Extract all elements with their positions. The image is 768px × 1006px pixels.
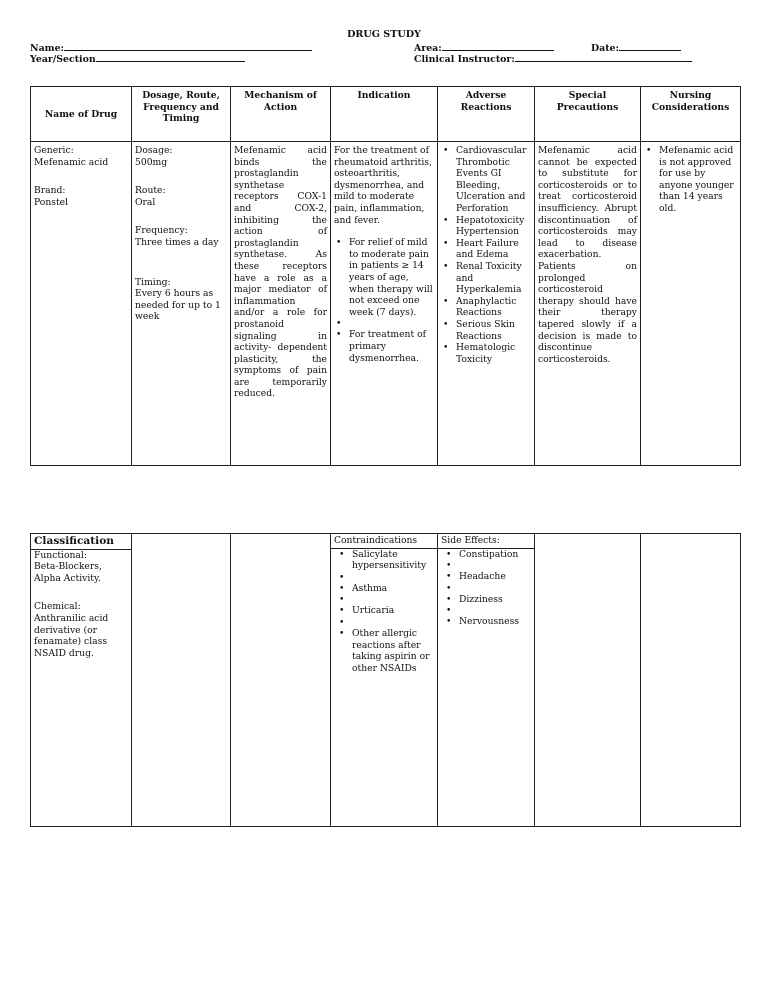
list-item: • Dizziness <box>459 594 534 606</box>
contraindications-title: Contraindications <box>331 534 437 549</box>
list-item: • Cardiovascular Thrombotic Events GI Bleeding, Ulceration and Perforation <box>456 145 531 215</box>
adverse-reactions-list <box>441 145 531 365</box>
header-indication: Indication <box>331 87 438 142</box>
classification-table <box>30 533 741 827</box>
brand-name: Ponstel <box>34 196 69 208</box>
dosage-cell <box>132 142 231 466</box>
brand-label: Brand: <box>34 185 66 197</box>
classification-row <box>31 534 741 827</box>
nursing-list <box>644 145 737 215</box>
frequency-value: Three times a day <box>135 236 219 248</box>
functional-value: Beta-Blockers, Alpha Activity. <box>34 561 102 584</box>
header-special-precautions: Special Precautions <box>535 87 641 142</box>
classification-title: Classification <box>31 534 131 550</box>
year-section-label: Year/Section <box>30 54 96 65</box>
dosage-label: Dosage: <box>135 145 173 156</box>
list-item: • For treatment of primary dysmenorrhea. <box>349 329 434 364</box>
list-item: • Urticaria <box>352 605 437 617</box>
classification-cell <box>31 534 132 827</box>
chemical-value: Anthranilic acid derivative (or fenamate) class NSAID drug. <box>34 612 109 659</box>
chemical-label: Chemical: <box>34 601 81 613</box>
year-section-field[interactable] <box>30 52 245 66</box>
empty-cell <box>231 534 331 827</box>
timing-value: Every 6 hours as needed for up to 1 week <box>135 288 221 323</box>
nursing-considerations-cell <box>641 142 741 466</box>
date-label: Date: <box>591 43 619 54</box>
area-label: Area: <box>414 43 442 54</box>
route-value: Oral <box>135 196 156 208</box>
list-item: • Anaphylactic Reactions <box>456 296 531 319</box>
functional-label: Functional: <box>34 549 87 561</box>
area-blank[interactable] <box>442 41 554 51</box>
header-name-of-drug: Name of Drug <box>31 87 132 142</box>
side-effects-title: Side Effects: <box>438 534 534 549</box>
route-label: Route: <box>135 185 166 197</box>
list-item: • Heart Failure and Edema <box>456 238 531 261</box>
empty-cell <box>132 534 231 827</box>
timing-label: Timing: <box>135 276 171 288</box>
side-effects-list <box>438 549 534 628</box>
contraindications-cell <box>331 534 438 827</box>
generic-name: Mefenamic acid <box>34 156 109 168</box>
list-item: • Asthma <box>352 583 437 595</box>
header-dosage: Dosage, Route, Frequency and Timing <box>132 87 231 142</box>
contraindications-list <box>331 549 437 675</box>
dosage-value: 500mg <box>135 156 168 168</box>
table-header-row <box>31 87 741 142</box>
name-blank[interactable] <box>64 41 312 51</box>
list-item: • Renal Toxicity and Hyperkalemia <box>456 261 531 296</box>
drug-name-cell <box>31 142 132 466</box>
side-effects-cell <box>438 534 535 827</box>
list-item: • Headache <box>459 571 534 583</box>
header-mechanism: Mechanism of Action <box>231 87 331 142</box>
list-item: • Hepatotoxicity Hypertension <box>456 215 531 238</box>
generic-label: Generic: <box>34 145 74 156</box>
list-item: • Hematologic Toxicity <box>456 342 531 365</box>
mechanism-cell: Mefenamic acid binds the prostaglandin synthetase receptors COX-1 and COX-2, inhibiting the action of prostaglandin synthetase. As these receptors have a role as a major mediator of inflammation and/or a role for prostanoid signaling in activity- dependent plasticity, the symptoms of pain are temporarily reduced. <box>231 142 331 466</box>
indication-cell <box>331 142 438 466</box>
list-item: • Nervousness <box>459 616 534 628</box>
list-item: • Other allergic reactions after taking aspirin or other NSAIDs <box>352 628 437 674</box>
frequency-label: Frequency: <box>135 225 188 237</box>
list-item: • Salicylate hypersensitivity <box>352 549 437 572</box>
drug-row <box>31 142 741 466</box>
list-item: • For relief of mild to moderate pain in patients ≥ 14 years of age, when therapy will not exceed one week (7 days). <box>349 237 434 318</box>
header-adverse-reactions: Adverse Reactions <box>438 87 535 142</box>
clinical-instructor-blank[interactable] <box>515 52 692 62</box>
indication-intro: For the treatment of rheumatoid arthritis, osteoarthritis, dysmenorrhea, and mild to moderate pain, inflammation, and fever. <box>334 145 432 226</box>
indication-list <box>334 237 434 364</box>
drug-study-table <box>30 86 741 466</box>
special-precautions-cell: Mefenamic acid cannot be expected to substitute for corticosteroids or to treat corticosteroid insufficiency. Abrupt discontinuation of corticosteroids may lead to disease exacerbation. Patients on prolonged corticosteroid therapy should have their therapy tapered slowly if a decision is made to discontinue corticosteroids. <box>535 142 641 466</box>
list-item: • Constipation <box>459 549 534 561</box>
adverse-reactions-cell <box>438 142 535 466</box>
name-label: Name: <box>30 43 64 54</box>
date-blank[interactable] <box>619 41 681 51</box>
clinical-instructor-field[interactable] <box>414 52 692 66</box>
list-item: • Mefenamic acid is not approved for use by anyone younger than 14 years old. <box>659 145 737 215</box>
year-section-blank[interactable] <box>96 52 245 62</box>
empty-cell <box>535 534 641 827</box>
document-title: DRUG STUDY <box>347 29 421 40</box>
clinical-instructor-label: Clinical Instructor: <box>414 54 515 65</box>
empty-cell <box>641 534 741 827</box>
list-item: • Serious Skin Reactions <box>456 319 531 342</box>
header-nursing-considerations: Nursing Considerations <box>641 87 741 142</box>
